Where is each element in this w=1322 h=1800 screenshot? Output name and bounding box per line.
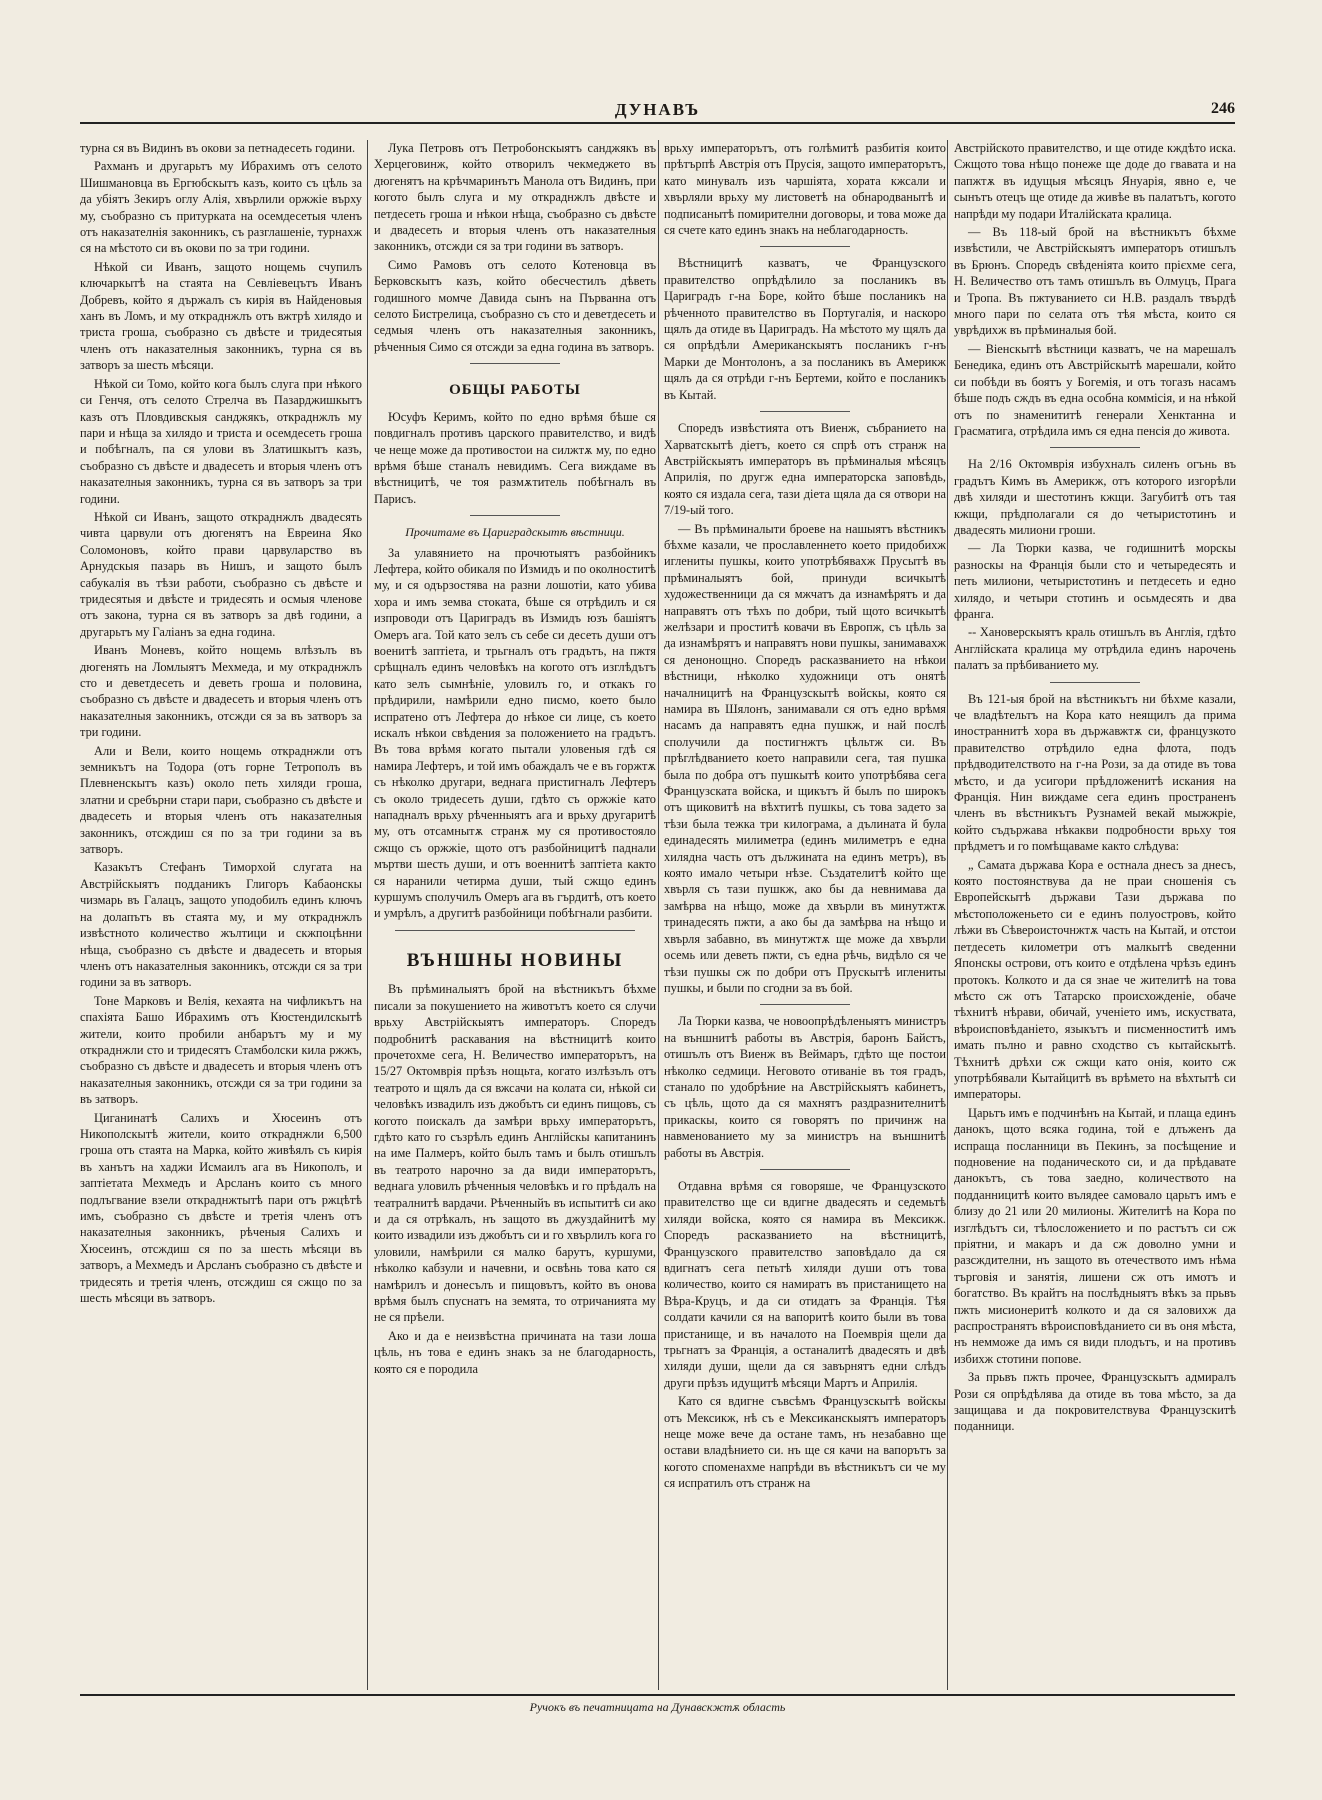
article-paragraph: На 2/16 Октомврія избухналъ силенъ огънь въ градътъ Кимъ въ Америкж, отъ которого изгорѣли двѣ хиляди и шестотинъ кжщи. Загубитѣ отъ тая кжщи, прѣдполагали ся до четыристотинъ и двадесять милиони гроши. (954, 457, 1236, 537)
printer-imprint: Ручокъ въ печатницата на Дунавскжтѫ область (80, 1694, 1235, 1715)
article-paragraph: Иванъ Моневъ, който нощемь влѣзълъ въ дюгенять на Ломлыятъ Мехмеда, и му откраднжлъ сто и деветдесеть и деветь гроша и половина, съобразно съ двѣсте и двадесеть и вторыя членъ отъ наказателныя законникъ, отсжди ся за въ затворъ за три години. (80, 643, 362, 740)
article-paragraph: Юсуфъ Керимъ, който по едно врѣмя бѣше ся повдигналъ противъ царского правителство, и видѣ че неще може да противостои на силжтѫ му, по едно врѣмя бѣше станалъ невидимъ. Сега виждаме въ вѣстницитѣ, че тоя размѫтитель побѣгналъ въ Парисъ. (374, 409, 656, 506)
article-paragraph: турна ся въ Видинъ въ окови за петнадесеть години. (80, 141, 356, 155)
article-paragraph: Въ 121-ыя брой на вѣстникътъ ни бѣхме казали, че владѣтельтъ на Кора като неящилъ да прима иностраннитѣ хора въ държавжтѫ си, французкото правителство отрѣдило една флота, подъ прѣдводителството на г-на Рози, за да отиде въ това мѣсто, и да усигори прѣдложенитѣ искания на Франція. Нин виждаме сега единъ пространенъ членъ въ вѣстникътъ Рузнамей векай мыжжріе, който съдържава нѣкакви подробности врьху тоя прѣдметъ и го помѣщаваме както слѣдува: (954, 691, 1236, 854)
column-1 (80, 140, 362, 1690)
column-3 (664, 140, 946, 1690)
newspaper-title: ДУНАВЪ (614, 100, 701, 119)
section-rule (395, 930, 635, 931)
article-paragraph: Отдавна врѣмя ся говоряше, че Французското правителство ще си вдигне двадесять и седемьтѣ хиляди войска, която ся намира въ Мексикж. Споредъ расказванието на вѣстницитѣ, Французского правителство заповѣдало да ся вдигнатъ сега петьтѣ хиляди души отъ това количество, които ся намиратъ въ пристанището на Вѣра-Круцъ, и да си отидатъ за Франція. Тѣя солдати качили ся на вапоритѣ които были въ това пристанище, и въ началото на Поемврія щели да трьгнатъ за Франція, а останалитѣ двадесять и двѣ хиляди души, щели да ся завърнятъ едни слѣдъ други прѣзъ идущитѣ мѣсяци Мартъ и Априлія. (664, 1178, 946, 1390)
column-4 (954, 140, 1236, 1690)
section-heading: ВЪНШНЫ НОВИНЫ (406, 949, 624, 971)
article-paragraph: Вѣстницитѣ казватъ, че Французского правителство опрѣдѣлило за посланикъ въ Цариградъ г-на Боре, който бѣше посланикъ на рѣченното правителство въ Португалія, и наскоро щялъ да отиде въ Цариградъ. На мѣстото му щялъ да ся опрѣдѣли Американскыятъ посланикъ г-нъ Марки де Монтолонъ, а за посланикъ въ Америкж щялъ да ся отрѣди г-нъ Бертеми, който е посланикъ въ Кытай. (664, 256, 946, 402)
article-paragraph: Тоне Марковъ и Велія, кехаята на чифликътъ на спахіята Башо Ибрахимъ отъ Кюстендилскытѣ жители, които пробили анбарътъ му и му откраднжли сто и тридесятъ Стамболски кила ржжъ, съобразно съ двѣсте и двадесеть и вторыя членъ отъ наказателныя законникъ, отсжди ся за три години за въ затворъ. (80, 993, 362, 1107)
column-divider (947, 140, 948, 1690)
article-paragraph: Ако и да е неизвѣстна причината на тази лоша цѣль, нъ това е единъ знакъ за не благодарность, която ся е породила (374, 1328, 656, 1376)
column-2 (374, 140, 656, 1690)
section-rule (760, 1169, 850, 1170)
masthead (80, 98, 1235, 124)
article-paragraph: Циганинатѣ Салихъ и Хюсеинъ отъ Никополскытѣ жители, които откраднжли 6,500 гроша отъ стаята на Марка, който живѣялъ съ кирія въ ханътъ на хаджи Исмаилъ ага въ Никополъ, и заптіетата Мехмедъ и Арсланъ които съ много подлъгвание взели откраднжтытѣ пари отъ ржцѣтѣ имъ, съобразно съ двѣсте и третія членъ отъ наказателныя законникъ, рѣченыя Салихъ и Хюсеинъ, отсждиш ся по за шесть мѣсяци въ затворъ, а Мехмедъ и Арсланъ съобразно съ двѣсте и тридесять и третія членъ, отсждиш ся сжщо по за шесть мѣсяци въ затворъ. (80, 1110, 362, 1306)
article-paragraph: Али и Вели, които нощемь откраднжли отъ земникътъ на Тодора (отъ горне Тетрополъ въ Плевненскытъ казъ) около петь хиляди гроша, златни и сребърни стари пари, съобразно съ двѣсте и двадесеть и вторыя членъ отъ наказателныя законникъ, отсждиш ся по за три години за въ затворъ. (80, 743, 362, 857)
article-paragraph: Рахманъ и другарьтъ му Ибрахимъ отъ селото Шишмановца въ Ергюбскытъ казъ, които съ цѣль за да убіятъ Зекиръ оглу Алія, хвърлили оржжіе върху му, съобразно съ притурката на осемдесетыя членъ отъ наказателнія законникъ, съ разглашеніе, турнахж ся на мѣстото си въ окови по за три години. (80, 159, 362, 256)
article-paragraph: Казакътъ Стефанъ Тиморхой слугата на Австрійскыятъ подданикъ Глигоръ Кабаонскы чизмарь въ Галацъ, защото уподобилъ единъ ключъ на долапътъ въ стаята му, и му откраднжлъ извѣстното количество жълтици и скжпоцѣнни нѣща, съобразно съ двѣсте и двадесеть и вторыя членъ отъ наказателныя законникъ, отсжди ся за три години за въ затворъ. (80, 860, 362, 990)
section-rule (470, 363, 560, 364)
article-paragraph: Ла Тюрки казва, че новоопрѣдѣленыятъ министръ на външнитѣ работы въ Австрія, баронъ Байстъ, отишълъ отъ Виенж въ Веймаръ, гдѣто ще постои нѣколко седмици. Неговото отиваніе въ тоя градъ, станало по удобрѣние на Австрійскыятъ кабинетъ, съ цѣль, щото да ся махнятъ раздразнителнитѣ прикаскы, които ся говорятъ по причинж на навменованието му за министръ на външнитѣ работы въ Австрія. (664, 1014, 946, 1160)
article-paragraph: Нѣкой си Томо, който кога былъ слуга при нѣкого си Генчя, отъ селото Стрелча въ Пазарджишкытъ казъ отъ Пловдивскыя санджякъ, откраднжлъ му пари и нѣща за хилядо и триста и осемдесеть гроша и побѣгналъ, па ся улови въ Златишкытъ казъ, съобразно съ двѣсте и двадесеть и вторыя членъ отъ наказателныя законникъ, турна ся въ затворъ за три години. (80, 376, 362, 506)
section-rule (760, 1004, 850, 1005)
section-rule (470, 515, 560, 516)
article-paragraph: врьху императорътъ, отъ голѣмитѣ разбитія които прѣтърпѣ Австрія отъ Прусія, защото императорътъ, като минувалъ изъ чаршіята, хората кжсали и хвърляли врьху му листоветѣ на обнародванытѣ и подписанытѣ помирителни договоры, и това може да ся счете като единъ знакъ на неблагодарность. (664, 141, 946, 238)
section-rule (1050, 682, 1140, 683)
article-paragraph: Лука Петровъ отъ Петробонскыятъ санджякъ въ Херцеговинж, който отворилъ чекмеджето въ дюгенятъ на крѣчмаринътъ Манола отъ Видинъ, при когото былъ слуга и му откраднжлъ двѣсте и петдесеть гроша и нѣкои нѣща, съобразно съ двѣсте и двадесеть и вторыя членъ отъ наказателныя законникъ, отсжди ся за три години въ затворъ. (374, 141, 656, 254)
article-paragraph: Симо Рамовъ отъ селото Котеновца въ Берковскытъ казъ, който обесчестилъ дѣветь годишного момче Давида сынъ на Първанна отъ селото Бистрелица, съобразно съ сто и деветдесеть и седмыя членъ отъ наказателныя законникъ, рѣченныя Симо ся отсжди за една година въ затворъ. (374, 257, 656, 354)
section-rule (1050, 447, 1140, 448)
article-paragraph: — Ла Тюрки казва, че годишнитѣ морскы разноскы на Франція были сто и четыредесять и петь милиони, четыристотинъ и петдесеть и едно хилядо, и четыри стотинъ и осьмдесять и два франга. (954, 541, 1236, 621)
article-paragraph: Нѣкой си Иванъ, защото откраднжлъ двадесять чивта царвули отъ дюгенятъ на Евреина Яко Соломоновъ, който прави царвуларство въ Арнудскыя пазарь въ Нишъ, и защото былъ сабукалія въ тѣзи работи, съобразно съ двѣсте и тридесятыя и двѣсте и тридесять и осмыя членове отъ закона, турна ся въ затворъ за двѣ години, а другарьтъ му Галіанъ за една година. (80, 509, 362, 639)
section-rule (760, 246, 850, 247)
section-heading: ОБЩЫ РАБОТЫ (449, 382, 581, 399)
article-paragraph: — Въ 118-ый брой на вѣстникътъ бѣхме извѣстили, че Австрійскыятъ императоръ отишълъ въ Брюнъ. Споредъ свѣденіята които прієхме сега, Н. Величество отъ тамъ отишълъ въ Олмуцъ, Прага и Тропа. Въ пжтуванието си Н.В. раздалъ твърдѣ много пари по селата отъ тѣя мѣста, които ся уврѣдихж въ прѣминалыя бой. (954, 225, 1236, 338)
article-paragraph: „ Самата държава Кора е остнала днесъ за днесъ, която постоянствува да не праи сношенія съ Европейскытѣ държави Тази държава по мѣстоположеньето си е единъ полуостровъ, който лѣжи въ Сѣвероисточнжтѫ часть на Кытай, и отстои петдесеть километри отъ малкытѣ сведенни Японскы острови, отъ които е отдѣлена чрѣзъ единъ протокъ. Колкото и да ся знае че жителитѣ на това мѣсто сж отъ Татарско происхожденіе, обаче тѣхнитѣ нѣрави, обичай, ученіето имъ, искуствата, вѣроисповѣданіето, языкътъ и писменноститѣ имъ имать пълно и равно сходство съ кытайскытѣ. Тѣхнитѣ дрѣхи сж сжщи като онія, които сж употрѣбявали Кытайцитѣ въ врѣмето на вѣхтытѣ си императоры. (954, 857, 1236, 1102)
page-number: 246 (1211, 100, 1235, 117)
article-paragraph: За улавянието на прочютыятъ разбойникъ Лефтера, който обикаля по Измидъ и по околноститѣ му, и ся одързостява на разни лошотіи, като убива хора и имъ земва стоката, бѣше ся отрѣдилъ и ся изпроводи отъ Цариградъ въ Измидъ юзъ башіятъ Омеръ ага. Той като зелъ съ себе си десеть души отъ военитѣ заптіета, и трьгналъ отъ градътъ, на пжтя срѣщналъ единъ человѣкъ на когото отъ изглѣдътъ като зелъ сымнѣніе, уловилъ го, и откакъ го прѣдирили, намѣрили едно писмо, което было испратено отъ Лефтера до нѣкое си лице, съ което искалъ нѣкои свѣдения за положението на градътъ. Въ това врѣмя когато пытали уловеныя гдѣ ся намира Лефтеръ, и той имъ обаждалъ че е въ горжтѫ съ нѣколко другари, веднага пристигналъ Лефтеръ съ около тридесеть души, гдѣто съ оржжіе като нападналъ врьху рѣченныятъ ага и врьху другаритѣ му, отъ отсамнытѫ странѫ му ся противостояло сжщо съ оржжіе, щото отъ разбойницитѣ паднали мъртви шесть души, и отъ военнитѣ заптіета както ся наранили четирма души, тый сжщо единъ куршумъ сполучилъ Омеръ ага въ гърдитѣ, отъ което и умрѣлъ, а другитѣ разбойници побѣгнали разбити. (374, 545, 656, 921)
article-paragraph: Австрійското правителство, и ще отиде кждѣто иска. Сжщото това нѣщо понеже ще доде до гвавата и на папжтѫ въ идущыя мѣсяцъ Януарія, явно е, че сынътъ отецъ ще отиде да живѣе въ палатътъ, когото напрѣди му подари Италійската кралица. (954, 141, 1236, 221)
column-divider (367, 140, 368, 1690)
article-paragraph: Нѣкой си Иванъ, защото нощемь счупилъ ключаркытѣ на стаята на Севліевецътъ Иванъ Добревъ, който я държалъ съ кирія въ Найденовыя ханъ въ Ломъ, и му откраднжлъ отъ вжтрѣ хилядо и триста гроша, съобразно съ двѣсте и тридесятыя членъ отъ наказателныя законникъ, турна ся въ затворъ за шесть мѣсяци. (80, 259, 362, 373)
article-paragraph: -- Хановерскыятъ краль отишълъ въ Англія, гдѣто Англійската кралица му отрѣдила единъ нарочень палатъ за прѣбиванието му. (954, 625, 1236, 673)
article-paragraph: Като ся вдигне съвсѣмъ Французскытѣ войскы отъ Мексикж, нѣ съ е Мексиканскыятъ императоръ неще може вече да остане тамъ, нъ незабавно ще остави владѣнието си. нъ ще ся качи на вапорътъ за когото споменахме напрѣди въ вѣстникътъ си че му ся испратилъ отъ странж на (664, 1394, 946, 1491)
article-paragraph: — Въ прѣминалыти броеве на нашыятъ вѣстникъ бѣхме казали, че прославленнето което придобихж иглениты пушкы, които употрѣбявахж Прусытѣ въ прѣминалыятъ бой, принуди всичкытѣ художественници да ся мжчатъ да изнамѣрятъ и да направятъ отъ тѣхъ по добри, тый щото всичкытѣ желѣзари и проститѣ ковачи въ Европж, съ цѣль за да изнамѣрятъ и направятъ нови пушкы, занимавахж ся денонощно. Споредъ расказванието на нѣкои вѣстници, нѣколко художници отъ онятѣ началницитѣ на Французскытѣ войскы, която ся намира въ Шялонъ, занимавали ся отъ едно врѣмя насамъ да направятъ една пушкж, и най послѣ сполучили да постигнжтъ цѣльтж си. Въ прѣглѣдванието което направили сега, тая пушка была по добра отъ пушкытѣ които употрѣбява сега Французската войска, и щикътъ й былъ по широкъ отъ щиковитѣ на вѣхтитѣ пушкы, съ това задето за тѣзи была тежка три килограма, а дълината й була единадесять милиметра (единъ милиметръ е една хилядна часть отъ дължината на единъ метръ), въ която имало четыри нѣзе. Създателитѣ който ще хвърля съ тази пушкж, ако бы да невнимава да замѣрва на нѣщо, може да хвърли въ минутжтѫ тринадесять пжти, а ако бы да замѣрва на нѣщо и хвърля забавно, въ минутжтѫ ще може да хвърли осемь или деветь пжти, съ една рѣчь, видѣло ся че тѣзи пушкы сж по добри отъ Прускытѣ иглениты пушкы, и были по сгодни за въ бой. (664, 521, 946, 995)
article-paragraph: Въ прѣминалыятъ брой на вѣстникътъ бѣхме писали за покушението на животътъ което ся случи врьху Австрійскыятъ императоръ. Споредъ подробнитѣ раскавания на вѣстницитѣ които прочетохме сега, Н. Величество императорътъ, на 15/27 Октомврія прѣзъ нощьта, когато излѣзълъ отъ театрото и щялъ да ся вжсачи на колата си, нѣкой си человѣкъ извадилъ изъ джобътъ си единъ пищовъ, съ когото поискалъ да замѣри врьху императорътъ, гдѣто като го съзрѣлъ единъ Англійскы капитанинъ на име Палмеръ, който былъ тамъ и былъ отишълъ въ театрото нарочно за да види императорътъ, веднага уловилъ рѣченныя человѣкъ и го прѣдалъ на театралнитѣ вардачи. Рѣченныйъ въ испытитѣ си ако и да ся отрѣкалъ, нъ защото въ джуздайнитѣ му които извадили изъ джобътъ си и го хвърлилъ кога го уловили, намѣрили ся малко барутъ, куршуми, нѣколко кабзули и начевни, и освѣнь това като ся намѣрилъ и донесълъ и пищовътъ, който въ онова врѣмя былъ спуснатъ на земята, то отричанията му не ся прѣели. (374, 982, 656, 1325)
section-rule (760, 411, 850, 412)
article-paragraph: Споредъ извѣстията отъ Виенж, събранието на Харватскытѣ діетъ, което ся спрѣ отъ странж на Австрійскыятъ императоръ въ прѣминалыя мѣсяцъ Априлія, по другж една императорска заповѣдь, която ся издала сега, тази діета щяла да ся отвори на 7/19-ый того. (664, 421, 946, 518)
article-paragraph: За прьвъ пжть прочее, Французскытъ адмиралъ Рози ся опрѣдѣлява да отиде въ това мѣсто, за да защищава и да покровителствува Французскитѣ поданници. (954, 1370, 1236, 1434)
section-subheading: Прочитаме въ Цариградскытѣ вѣстници. (405, 525, 625, 540)
article-paragraph: — Віенскытѣ вѣстници казватъ, че на марешалъ Бенедика, единъ отъ Австрійскытѣ марешали, който си побѣди въ боятъ у Богемія, и отъ тогазъ насамъ бѣше подъ сждъ въ една особна коммісія, и на нѣкой отъ по знаменититѣ генерали Хенктанна и Грасматига, отрѣдила имъ ся една пенсія до живота. (954, 341, 1236, 438)
article-paragraph: Царьтъ имъ е подчинѣнъ на Кытай, и плаща единъ данокъ, щото всяка година, той е длъженъ да испраща посланници въ Пекинъ, за посѣщение и подновение на поданическото си, и да прѣдавате данокътъ, съ това заедно, количеството на подданницитѣ които вълядее самовало царьтъ имъ е близу до 21 или 20 милионы. Жителитѣ на Кора по изглѣдътъ си, тѣлосложението и по растътъ си сж пріятни, и макаръ и да сж доволно умни и разсждителни, нъ защото въ отечеството имъ нѣма търговія и занятія, лишени сж отъ имотъ и богатство. Въ крайтъ на послѣдныятъ вѣкъ за прьвъ пжть мисионеритѣ колкото и да ся заловихж да распространятъ вѣроисповѣданието си въ оня мѣста, нъ немможе да имъ ся види плодътъ, и на противъ избихж стотини попове. (954, 1105, 1236, 1366)
column-divider (658, 140, 659, 1690)
